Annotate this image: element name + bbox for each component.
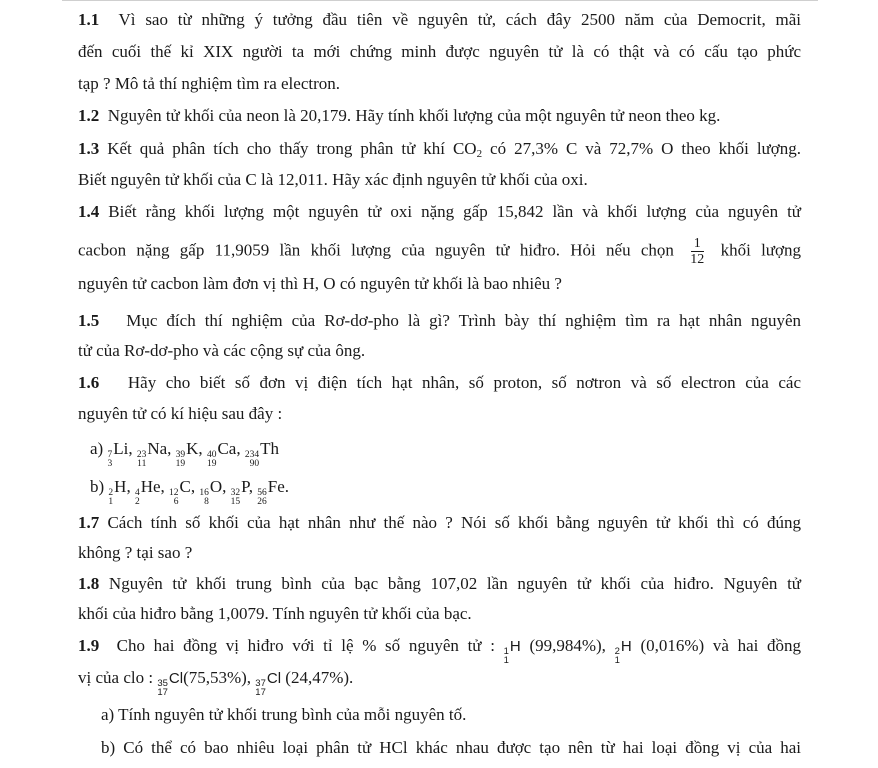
atomic-number: 8 — [204, 497, 209, 507]
element-symbol: C, — [179, 477, 196, 496]
q1-5-text-1: Mục đích thí nghiệm của Rơ-dơ-pho là gì? Trình bày thí nghiệm tìm ra hạt nhân nguyên — [126, 311, 802, 330]
q1-1-line-1 — [78, 10, 801, 30]
element-symbol: Ca, — [217, 439, 241, 458]
q1-7-line-2: không ? tại sao ? — [78, 543, 193, 562]
q1-1-text-1: Vì sao từ những ý tưởng đầu tiên về nguyên tử, cách đây 2500 năm của Democrit, mãi — [118, 10, 801, 29]
cl37-mass-number: 37 — [255, 678, 266, 689]
q1-8-text-1: Nguyên tử khối trung bình của bạc bằng 107,02 lần nguyên tử khối của hiđro. Nguyên tử — [108, 574, 802, 593]
mass-number: 39 — [175, 450, 186, 460]
q1-6-text-1: Hãy cho biết số đơn vị điện tích hạt nhân, số proton, số nơtron và số electron của các — [127, 373, 801, 392]
h1-symbol: H — [509, 638, 521, 655]
q1-8-line-1 — [78, 574, 801, 594]
h2-mass-number: 2 — [614, 646, 620, 657]
mass-number: 56 — [257, 488, 267, 498]
q1-6-part-a — [90, 439, 279, 469]
chlorine-35-isotope — [157, 670, 184, 698]
q1-9-part-a: a) Tính nguyên tử khối trung bình của mỗi nguyên tố. — [101, 705, 467, 724]
q1-2-text-1: Nguyên tử khối của neon là 20,179. Hãy tính khối lượng của một nguyên tử neon theo kg. — [107, 106, 721, 125]
q1-1-number: 1.1 — [78, 10, 100, 29]
mass-number: 32 — [230, 488, 241, 498]
part-a-isotope — [107, 439, 133, 469]
part-b-isotope — [257, 477, 289, 507]
q1-1-line-3: tạp ? Mô tả thí nghiệm tìm ra electron. — [78, 74, 341, 93]
mass-number: 40 — [206, 450, 217, 460]
atomic-number: 90 — [249, 459, 260, 469]
nuclide-numbers — [231, 489, 241, 507]
element-symbol: H, — [114, 477, 131, 496]
cl35-atomic-number: 17 — [157, 687, 168, 698]
page-border — [62, 0, 818, 1]
q1-8-number: 1.8 — [78, 574, 100, 593]
atomic-number: 19 — [175, 459, 186, 469]
isotope-list-b — [108, 477, 289, 507]
q1-4-text-2b: khối lượng — [720, 240, 802, 260]
element-symbol: P, — [241, 477, 253, 496]
q1-4-number: 1.4 — [78, 202, 100, 221]
mass-number: 12 — [169, 488, 179, 498]
q1-7-text-1: Cách tính số khối của hạt nhân như thế nào ? Nói số khối bằng nguyên tử khối thì có đúng — [107, 513, 801, 532]
nuclide-numbers — [176, 451, 186, 469]
q1-9-text-2a: vị của clo : — [78, 668, 154, 687]
q1-2-number: 1.2 — [78, 106, 100, 125]
h2-atomic-number: 1 — [614, 655, 620, 666]
chlorine-37-isotope — [255, 670, 282, 698]
atomic-number: 1 — [108, 497, 114, 507]
atomic-number: 11 — [137, 459, 147, 469]
q1-6-line-2: nguyên tử có kí hiệu sau đây : — [78, 404, 283, 423]
nuclide-numbers — [245, 451, 259, 469]
atomic-number: 6 — [173, 497, 179, 507]
q1-3-text-1a: Kết quả phân tích cho thấy trong phân tử khí CO — [107, 139, 477, 158]
element-symbol: Li, — [113, 439, 133, 458]
q1-4-line-2 — [78, 236, 801, 267]
h1-mass-number: 1 — [503, 646, 509, 657]
q1-7-line-1 — [78, 513, 801, 533]
q1-2-line-1 — [78, 106, 720, 126]
q1-4-text-1: Biết rằng khối lượng một nguyên tử oxi nặng gấp 15,842 lần và khối lượng của nguyên tử — [108, 202, 802, 221]
q1-6-number: 1.6 — [78, 373, 100, 392]
atomic-number: 26 — [257, 497, 267, 507]
q1-6-part-b — [90, 477, 289, 507]
q1-9-line-2 — [78, 668, 353, 697]
q1-6-b-label: b) — [90, 477, 105, 496]
fraction-numerator: 1 — [691, 236, 704, 252]
h1-atomic-number: 1 — [503, 655, 509, 666]
nuclide-numbers — [257, 489, 267, 507]
q1-3-line-1 — [78, 139, 801, 159]
hydrogen-1-isotope — [503, 638, 521, 666]
q1-8-line-2: khối của hiđro bằng 1,0079. Tính nguyên tử khối của bạc. — [78, 604, 472, 623]
atomic-number: 2 — [134, 497, 140, 507]
q1-9-text-1b: và hai đồng — [712, 636, 802, 655]
part-a-isotope — [136, 439, 172, 469]
h2-symbol: H — [620, 638, 632, 655]
q1-9-line-1 — [78, 636, 801, 665]
q1-4-line-1 — [78, 202, 801, 222]
mass-number: 23 — [136, 450, 147, 460]
q1-3-line-2: Biết nguyên tử khối của C là 12,011. Hãy xác định nguyên tử khối của oxi. — [78, 170, 588, 189]
nuclide-numbers — [169, 489, 179, 507]
q1-4-line-3: nguyên tử cacbon làm đơn vị thì H, O có nguyên tử khối là bao nhiêu ? — [78, 274, 562, 293]
q1-9-number: 1.9 — [78, 636, 100, 655]
part-b-isotope — [230, 477, 253, 507]
atomic-number: 19 — [206, 459, 217, 469]
mass-number: 2 — [108, 488, 114, 498]
q1-5-line-1 — [78, 311, 801, 331]
q1-3-text-1b: có 27,3% C và 72,7% O theo khối lượng. — [482, 139, 802, 158]
element-symbol: O, — [209, 477, 227, 496]
part-a-isotope — [244, 439, 279, 469]
nuclide-numbers — [107, 451, 112, 469]
q1-1-line-2: đến cuối thế kỉ XIX người ta mới chứng minh được nguyên tử là có thật và có cấu tạo phức — [78, 42, 801, 61]
q1-7-number: 1.7 — [78, 513, 100, 532]
element-symbol: He, — [140, 477, 165, 496]
mass-number: 234 — [244, 450, 260, 460]
cl37-atomic-number: 17 — [255, 687, 266, 698]
fraction-denominator: 12 — [690, 252, 705, 267]
part-b-isotope — [108, 477, 131, 507]
one-twelfth-fraction — [687, 236, 707, 267]
cl37-percent: (24,47%). — [285, 668, 354, 687]
cl35-percent: (75,53%), — [183, 668, 252, 687]
mass-number: 16 — [199, 488, 209, 498]
part-a-isotope — [206, 439, 241, 469]
q1-3-number: 1.3 — [78, 139, 100, 158]
atomic-number: 15 — [230, 497, 241, 507]
q1-4-text-2a: cacbon nặng gấp 11,9059 lần khối lượng của nguyên tử hiđro. Hỏi nếu chọn — [78, 240, 674, 260]
nuclide-numbers — [137, 451, 147, 469]
part-a-isotope — [175, 439, 203, 469]
atomic-number: 3 — [107, 459, 113, 469]
cl35-mass-number: 35 — [157, 678, 168, 689]
nuclide-numbers — [207, 451, 217, 469]
q1-9-part-b: b) Có thể có bao nhiêu loại phân tử HCl khác nhau được tạo nên từ hai loại đồng vị của hai — [101, 738, 801, 757]
hydrogen-2-isotope — [614, 638, 632, 666]
q1-5-line-2: tử của Rơ-dơ-pho và các cộng sự của ông. — [78, 341, 366, 360]
q1-5-number: 1.5 — [78, 311, 100, 330]
element-symbol: Fe. — [267, 477, 289, 496]
h1-percent: (99,984%), — [529, 636, 606, 655]
element-symbol: Th — [260, 439, 279, 458]
mass-number: 7 — [107, 450, 113, 460]
part-b-isotope — [169, 477, 196, 507]
cl35-symbol: Cl — [168, 670, 184, 687]
q1-6-line-1 — [78, 373, 801, 393]
q1-9-text-1a: Cho hai đồng vị hiđro với tỉ lệ % số nguyên tử : — [116, 636, 495, 655]
mass-number: 4 — [134, 488, 140, 498]
nuclide-numbers — [199, 489, 209, 507]
element-symbol: K, — [186, 439, 203, 458]
nuclide-numbers — [108, 489, 113, 507]
h2-percent: (0,016%) — [640, 636, 705, 655]
part-b-isotope — [134, 477, 165, 507]
nuclide-numbers — [135, 489, 140, 507]
cl37-symbol: Cl — [266, 670, 282, 687]
isotope-list-a — [107, 439, 279, 469]
part-b-isotope — [199, 477, 227, 507]
q1-6-a-label: a) — [90, 439, 104, 458]
q1-3-subscript: 2 — [476, 148, 483, 160]
element-symbol: Na, — [147, 439, 172, 458]
